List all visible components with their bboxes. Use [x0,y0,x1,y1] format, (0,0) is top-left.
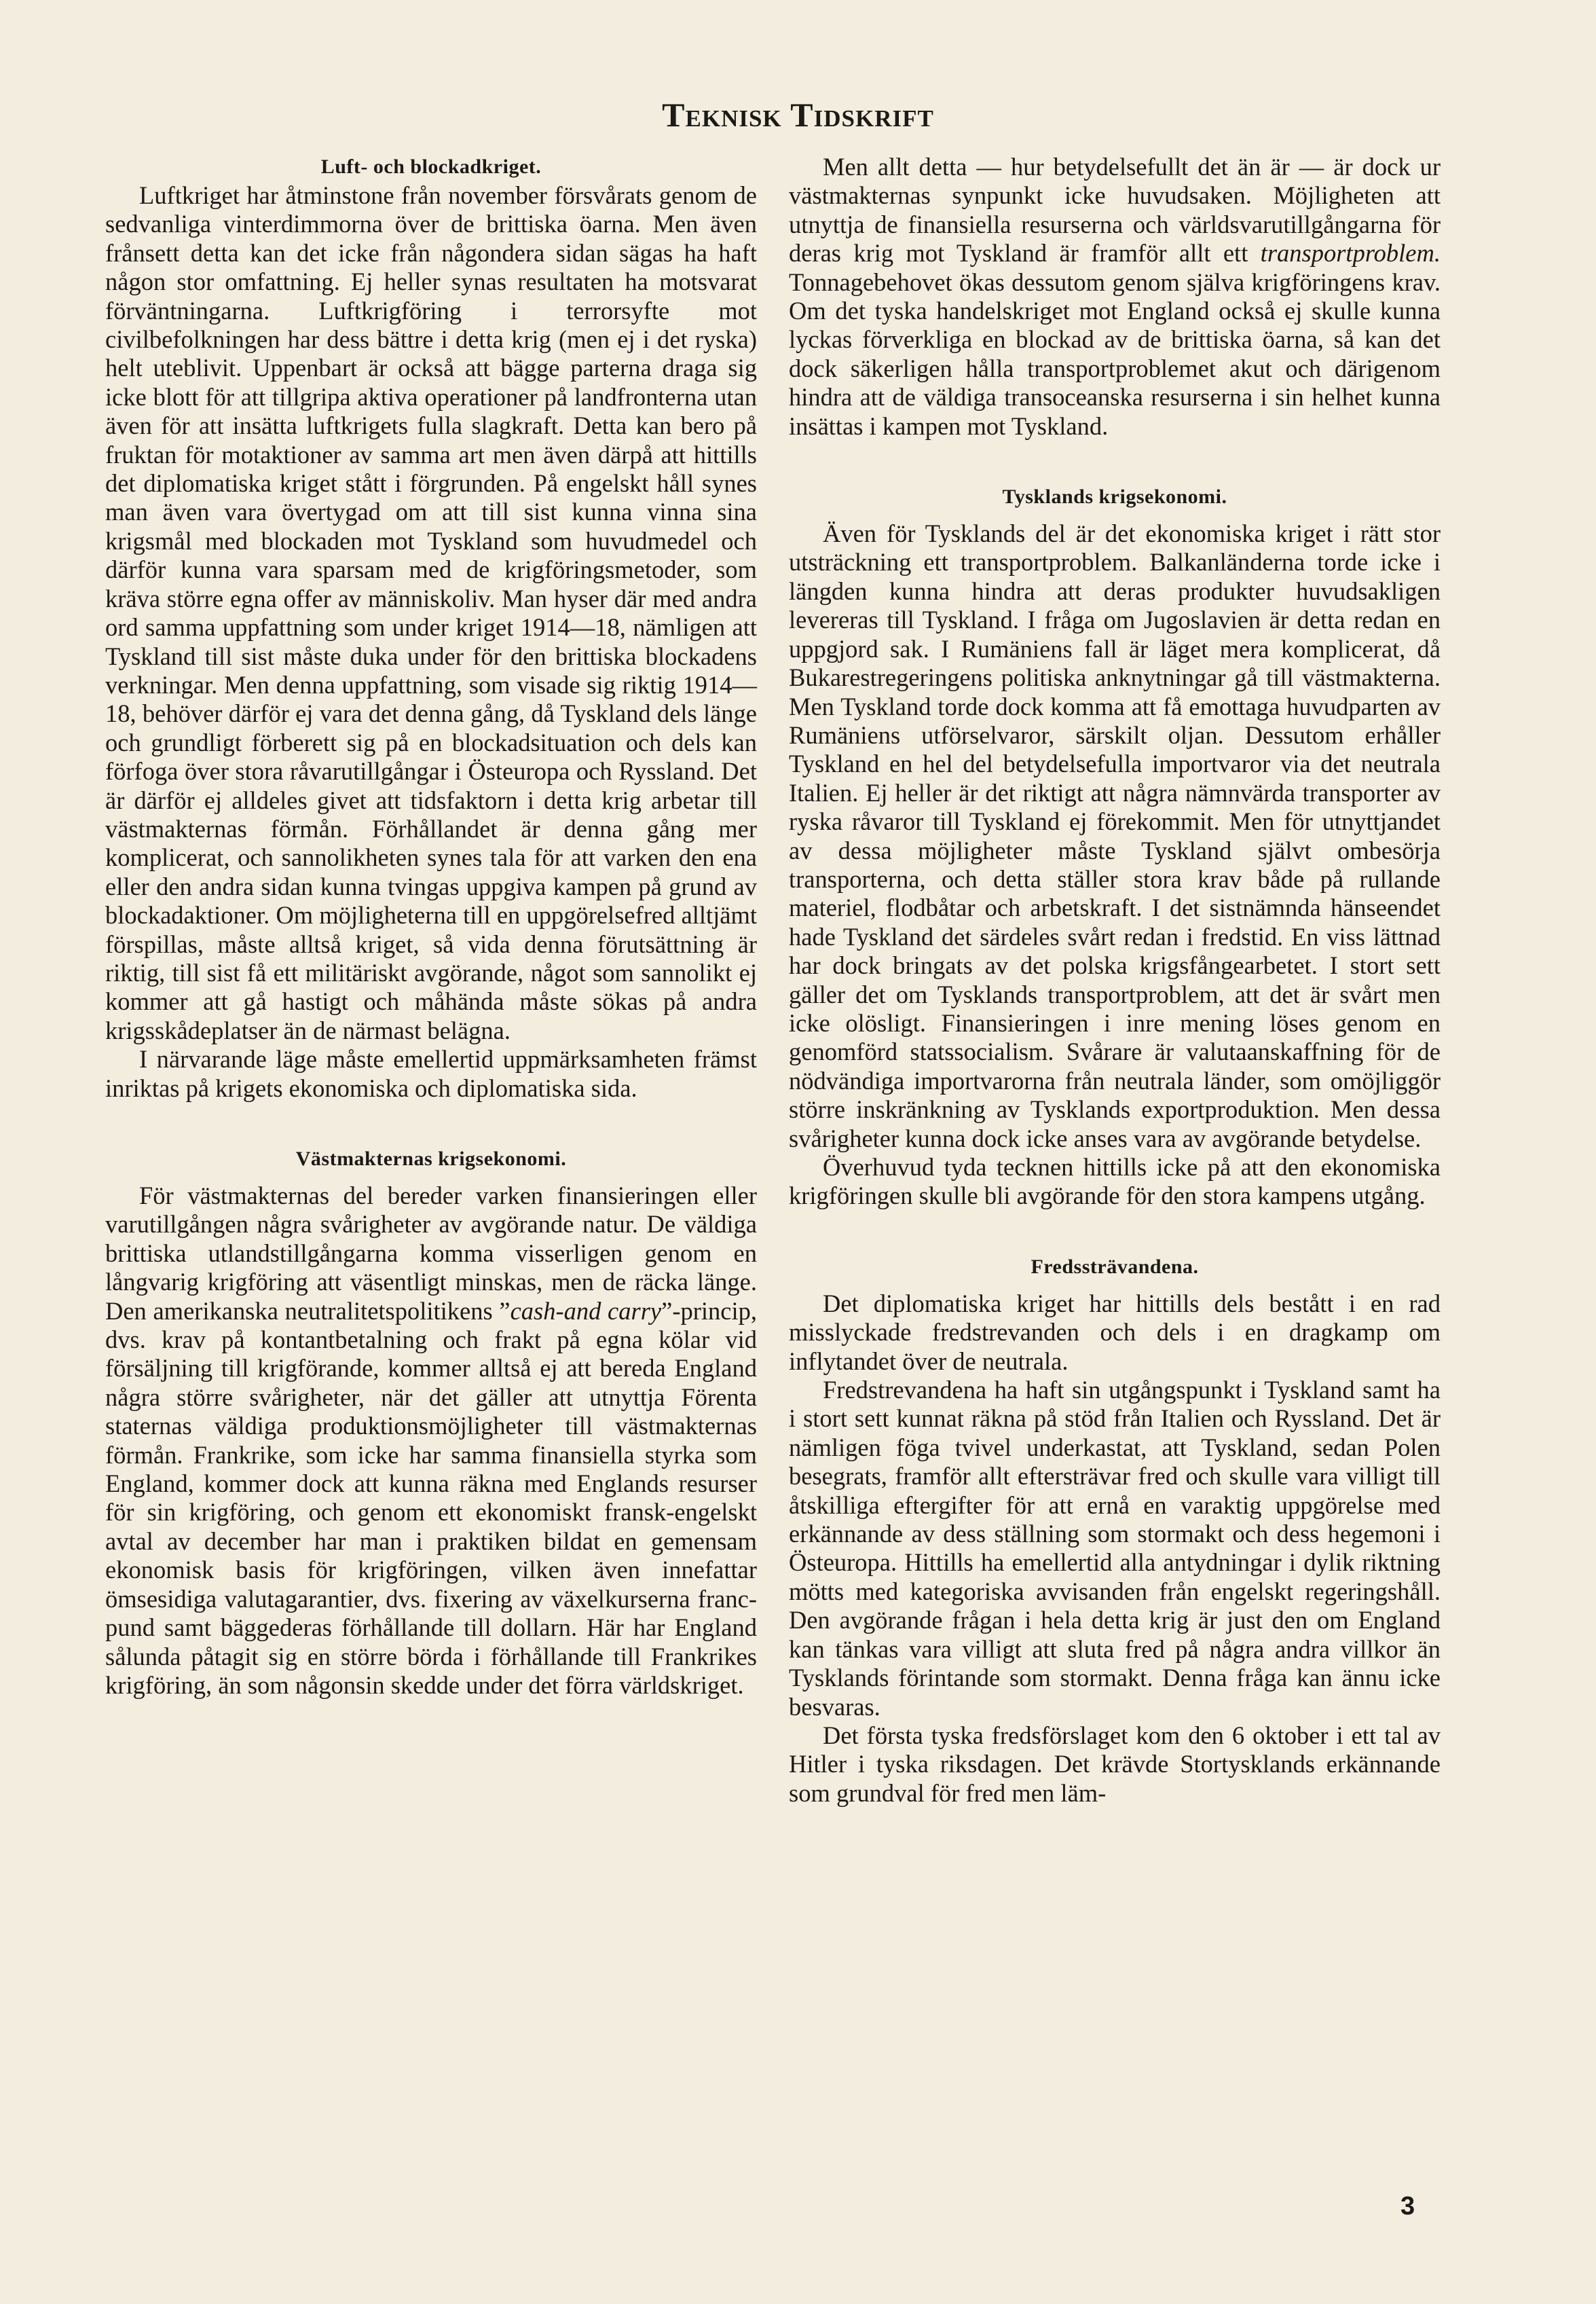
italic-term: cash-and carry [510,1296,662,1325]
journal-masthead: Teknisk Tidskrift [662,96,934,134]
section-heading-fredsstravandena: Fredssträvandena. [1031,1255,1199,1278]
paragraph: Luftkriget har åtminstone från november försvårats genom de sedvanliga vinterdimmorna över de brittiska öarna. Men även frånsett detta kan det icke från någondera sidan sägas ha haft någon stor omfattning. Ej heller synas resultaten ha motsvarat förväntningarna. Luftkrigföring i terrorsyfte mot civilbefolkningen har dess bättre i detta krig (men ej i det ryska) helt uteblivit. Uppenbart är också att bägge parterna draga sig icke blott för att tillgripa aktiva operationer på landfronterna utan även för att insätta luftkrigets fulla slagkraft. Detta kan bero på fruktan för motaktioner av samma art men även därpå att hittills det diplomatiska kriget stått i förgrunden. På engelskt håll synes man även vara övertygad om att till sist kunna vinna sina krigsmål med blockaden mot Tyskland som huvudmedel och därför kunna vara sparsam med de krigföringsmetoder, som kräva större egna offer av människoliv. Man hyser där med andra ord samma uppfattning som under kriget 1914—18, nämligen att Tyskland till sist måste duka under för den brittiska blockadens verkningar. Men denna uppfattning, som visade sig riktig 1914—18, behöver därför ej vara det denna gång, då Tyskland dels länge och grundligt förberett sig på en blockadsituation och dels kan förfoga över stora råvarutillgångar i Östeuropa och Ryssland. Det är därför ej alldeles givet att tidsfaktorn i detta krig arbetar till västmakternas förmån. Förhållandet är denna gång mer komplicerat, och sannolikheten synes tala för att varken den ena eller den andra sidan kunna tvingas uppgiva kampen på grund av blockadaktioner. Om möjligheterna till en uppgörelsefred alltjämt förspillas, måste alltså kriget, så vida denna förutsättning är riktig, till sist få ett militäriskt avgörande, något som sannolikt ej kommer att gå hastigt och måhända måste sökas på andra krigsskådeplatser än de närmast belägna. [105,181,757,1044]
paragraph: Överhuvud tyda tecknen hittills icke på att den ekonomiska krigföringen skulle bli avgörande för den stora kampens utgång. [789,1153,1441,1210]
section-heading-tysklands-krigsekonomi: Tysklands krigsekonomi. [1002,486,1227,509]
text-run: Tonnagebehovet ökas dessutom genom själva krigföringens krav. Om det tyska handelskriget mot England också ej skulle kunna lyckas förverkliga en blockad av de brittiska öarna, så kan det dock säkerligen hålla transportproblemet akut och därigenom hindra att de väldiga transoceanska resurserna i sin helhet kunna insättas i kampen mot Tyskland. [789,268,1441,440]
section-heading-luft-och-blockadkriget: Luft- och blockadkriget. [320,156,542,178]
right-column [789,153,1441,1808]
paragraph: Fredstrevandena ha haft sin utgångspunkt i Tyskland samt ha i stort sett kunnat räkna på stöd från Italien och Ryssland. Det är nämligen föga tvivel underkastat, att Tyskland, sedan Polen besegrats, framför allt eftersträvar fred och skulle vara villigt till åtskilliga eftergifter för att ernå en varaktig uppgörelse med erkännande av dess ställning som stormakt och dess hegemoni i Östeuropa. Hittills ha emellertid alla antydningar i dylik riktning mötts med kategoriska avvisanden från engelskt regeringshåll. Den avgörande frågan i hela detta krig är just den om England kan tänkas vara villigt att sluta fred på några andra villkor än Tysklands förintande som stormakt. Denna fråga kan ännu icke besvaras. [789,1376,1441,1721]
text-run: För västmakternas del bereder varken finansieringen eller varutillgången några svårigheter av avgörande natur. De väldiga brittiska utlandstillgångarna komma visserligen genom en långvarig krigföring att väsentligt minskas, men de räcka länge. Den amerikanska neutralitetspolitikens ” [105,1182,757,1325]
paragraph [789,153,1441,441]
section-heading-vastmakternas-krigsekonomi: Västmakternas krigsekonomi. [295,1148,567,1170]
left-column [105,153,757,1700]
paragraph [105,1182,757,1700]
text-run: ”-princip, dvs. krav på kontantbetalning och frakt på egna kölar vid försäljning till krigförande, kommer alltså ej att bereda England några större svårigheter, när det gäller att utnyttja Förenta staternas väldiga produktionsmöjligheter till västmakternas förmån. Frankrike, som icke har samma finansiella styrka som England, kommer dock att kunna räkna med Englands resurser för sin krigföring, och genom ett ekonomiskt fransk-engelskt avtal av december har man i praktiken bildat en gemensam ekonomisk basis för krigföringen, vilken även innefattar ömsesidiga valutagarantier, dvs. fixering av växelkurserna franc-pund samt bäggederas förhållande till dollarn. Här har England sålunda påtagit sig en större börda i förhållande till Frankrikes krigföring, än som någonsin skedde under det förra världskriget. [105,1296,757,1699]
italic-term: transportproblem. [1260,239,1441,268]
paragraph: Det första tyska fredsförslaget kom den 6 oktober i ett tal av Hitler i tyska riksdagen. Det krävde Stortysklands erkännande som grundval för fred men läm- [789,1721,1441,1807]
page-number: 3 [1400,2192,1415,2220]
paragraph: I närvarande läge måste emellertid uppmärksamheten främst inriktas på krigets ekonomiska och diplomatiska sida. [105,1045,757,1102]
paragraph: Det diplomatiska kriget har hittills dels bestått i en rad misslyckade fredstrevanden och dels i en dragkamp om inflytandet över de neutrala. [789,1289,1441,1375]
paragraph: Även för Tysklands del är det ekonomiska kriget i rätt stor utsträckning ett transportproblem. Balkanländerna torde icke i längden kunna hindra att deras produkter huvudsakligen levereras till Tyskland. I fråga om Jugoslavien är detta redan en uppgjord sak. I Rumäniens fall är läget mera komplicerat, då Bukarestregeringens politiska anknytningar gå till västmakterna. Men Tyskland torde dock komma att få emottaga huvudparten av Rumäniens utförselvaror, särskilt oljan. Dessutom erhåller Tyskland en hel del betydelsefulla importvaror via det neutrala Italien. Ej heller är det riktigt att några nämnvärda transporter av ryska råvaror till Tyskland ej förekommit. Men för utnyttjandet av dessa möjligheter måste Tyskland självt ombesörja transporterna, och detta ställer stora krav både på rullande materiel, flodbåtar och arbetskraft. I det sistnämnda hänseendet hade Tyskland det särdeles svårt redan i fredstid. En viss lättnad har dock bringats av det polska krigsfångearbetet. I stort sett gäller det om Tysklands transportproblem, att det är svårt men icke olösligt. Finansieringen i inre mening löses genom en genomförd statssocialism. Svårare är valutaanskaffning för de nödvändiga importvarorna från neutrala länder, som omöjliggör större inskränkning av Tysklands exportproduktion. Men dessa svårigheter kunna dock icke anses vara av avgörande betydelse. [789,519,1441,1152]
text-run: Men allt detta — hur betydelsefullt det än är — är dock ur västmakternas synpunkt icke huvudsaken. Möjligheten att utnyttja de finansiella resurserna och världsvarutillgångarna för deras krig mot Tyskland är framför allt ett [789,153,1441,268]
